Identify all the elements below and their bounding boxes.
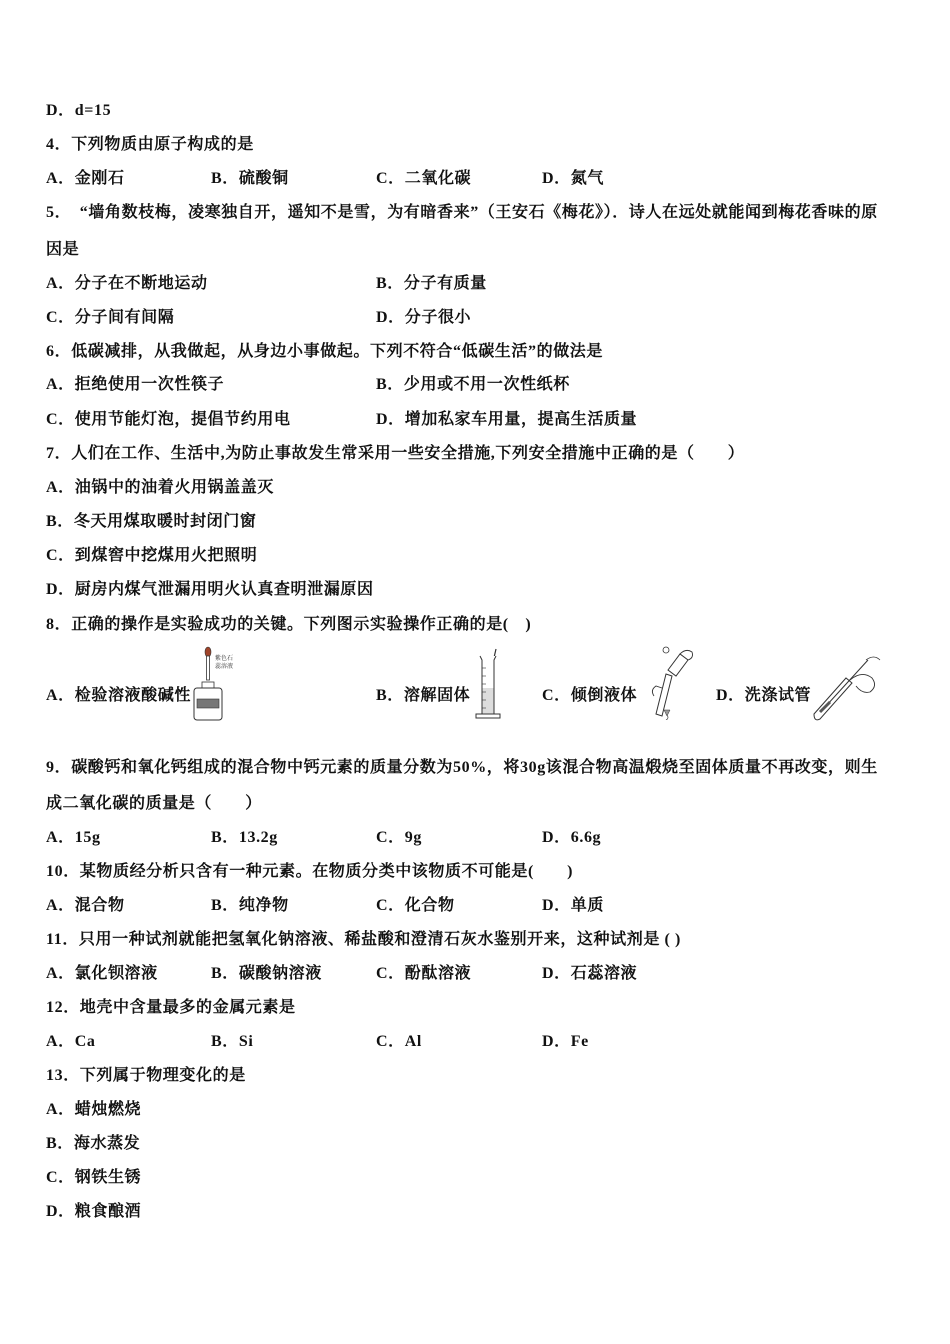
q10-option-c: C．化合物 [376,897,455,914]
q6-option-d: D．增加私家车用量，提高生活质量 [376,411,638,428]
q10-stem: 10．某物质经分析只含有一种元素。在物质分类中该物质不可能是( ) [46,863,574,880]
q5-option-d: D．分子很小 [376,309,472,326]
q5-option-b: B．分子有质量 [376,275,487,292]
q11-option-a: A．氯化钡溶液 [46,965,158,982]
q5-option-a: A．分子在不断地运动 [46,275,208,292]
q9-stem-line2: 成二氧化碳的质量是（ ） [46,795,262,812]
q5-stem-line2: 因是 [46,241,80,258]
q7-option-c: C．到煤窖中挖煤用火把照明 [46,547,258,564]
figure-wash-test-tube [806,652,884,722]
figure-test-acidity [188,646,248,722]
q9-option-a: A．15g [46,829,101,846]
q12-option-b: B．Si [211,1033,254,1050]
figure-a-label-line2: 蕊溶液 [215,663,234,670]
q7-option-d: D．厨房内煤气泄漏用明火认真查明泄漏原因 [46,581,374,598]
q4-stem: 4．下列物质由原子构成的是 [46,136,254,153]
q8-option-c: C．倾倒液体 [542,687,638,704]
q8-stem: 8．正确的操作是实验成功的关键。下列图示实验操作正确的是( ) [46,616,532,633]
q11-option-b: B．碳酸钠溶液 [211,965,322,982]
q3-option-d: D．d=15 [46,102,112,119]
pouring-bottle-icon [636,644,696,720]
q13-stem: 13．下列属于物理变化的是 [46,1067,246,1084]
q9-option-d: D．6.6g [542,829,602,846]
q4-option-a: A．金刚石 [46,170,125,187]
test-tube-brush-icon [806,652,884,722]
q12-option-d: D．Fe [542,1033,589,1050]
q8-option-b: B．溶解固体 [376,687,471,704]
q8-option-a: A．检验溶液酸碱性 [46,687,191,704]
q13-option-d: D．粮食酿酒 [46,1203,142,1220]
q6-stem: 6．低碳减排，从我做起，从身边小事做起。下列不符合“低碳生活”的做法是 [46,343,604,360]
q7-option-a: A．油锅中的油着火用锅盖盖灭 [46,479,274,496]
q7-option-b: B．冬天用煤取暖时封闭门窗 [46,513,257,530]
q10-option-d: D．单质 [542,897,604,914]
q6-option-c: C．使用节能灯泡，提倡节约用电 [46,411,291,428]
q10-option-b: B．纯净物 [211,897,289,914]
q4-option-b: B．硫酸铜 [211,170,289,187]
q11-option-d: D．石蕊溶液 [542,965,638,982]
q12-stem: 12．地壳中含量最多的金属元素是 [46,999,296,1016]
q6-option-b: B．少用或不用一次性纸杯 [376,376,570,393]
q8-option-d: D．洗涤试管 [716,687,812,704]
figure-a-label-line1: 紫色石 [215,655,234,662]
graduated-cylinder-icon [470,648,506,720]
figure-dissolve-solid [470,648,506,720]
q6-option-a: A．拒绝使用一次性筷子 [46,376,225,393]
q5-stem-line1: 5． “墙角数枝梅，凌寒独自开，遥知不是雪，为有暗香来”（王安石《梅花》）．诗人在远处就能闻到梅花香味的原 [46,204,878,221]
q13-option-a: A．蜡烛燃烧 [46,1101,142,1118]
q9-stem-line1: 9．碳酸钙和氧化钙组成的混合物中钙元素的质量分数为50%，将30g该混合物高温煅烧至固体质量不再改变，则生 [46,759,878,776]
q13-option-c: C．钢铁生锈 [46,1169,142,1186]
q9-option-c: C．9g [376,829,422,846]
q11-stem: 11．只用一种试剂就能把氢氧化钠溶液、稀盐酸和澄清石灰水鉴别开来，这种试剂是 ( ) [46,931,681,948]
q10-option-a: A．混合物 [46,897,125,914]
q4-option-c: C．二氧化碳 [376,170,472,187]
q7-stem: 7．人们在工作、生活中,为防止事故发生常采用一些安全措施,下列安全措施中正确的是（ ） [46,445,745,462]
q9-option-b: B．13.2g [211,829,278,846]
q5-option-c: C．分子间有间隔 [46,309,175,326]
q12-option-a: A．Ca [46,1033,96,1050]
q12-option-c: C．Al [376,1033,422,1050]
q13-option-b: B．海水蒸发 [46,1135,141,1152]
q4-option-d: D．氮气 [542,170,604,187]
dropper-bottle-icon [188,646,248,722]
q11-option-c: C．酚酞溶液 [376,965,472,982]
figure-pour-liquid [636,644,696,720]
